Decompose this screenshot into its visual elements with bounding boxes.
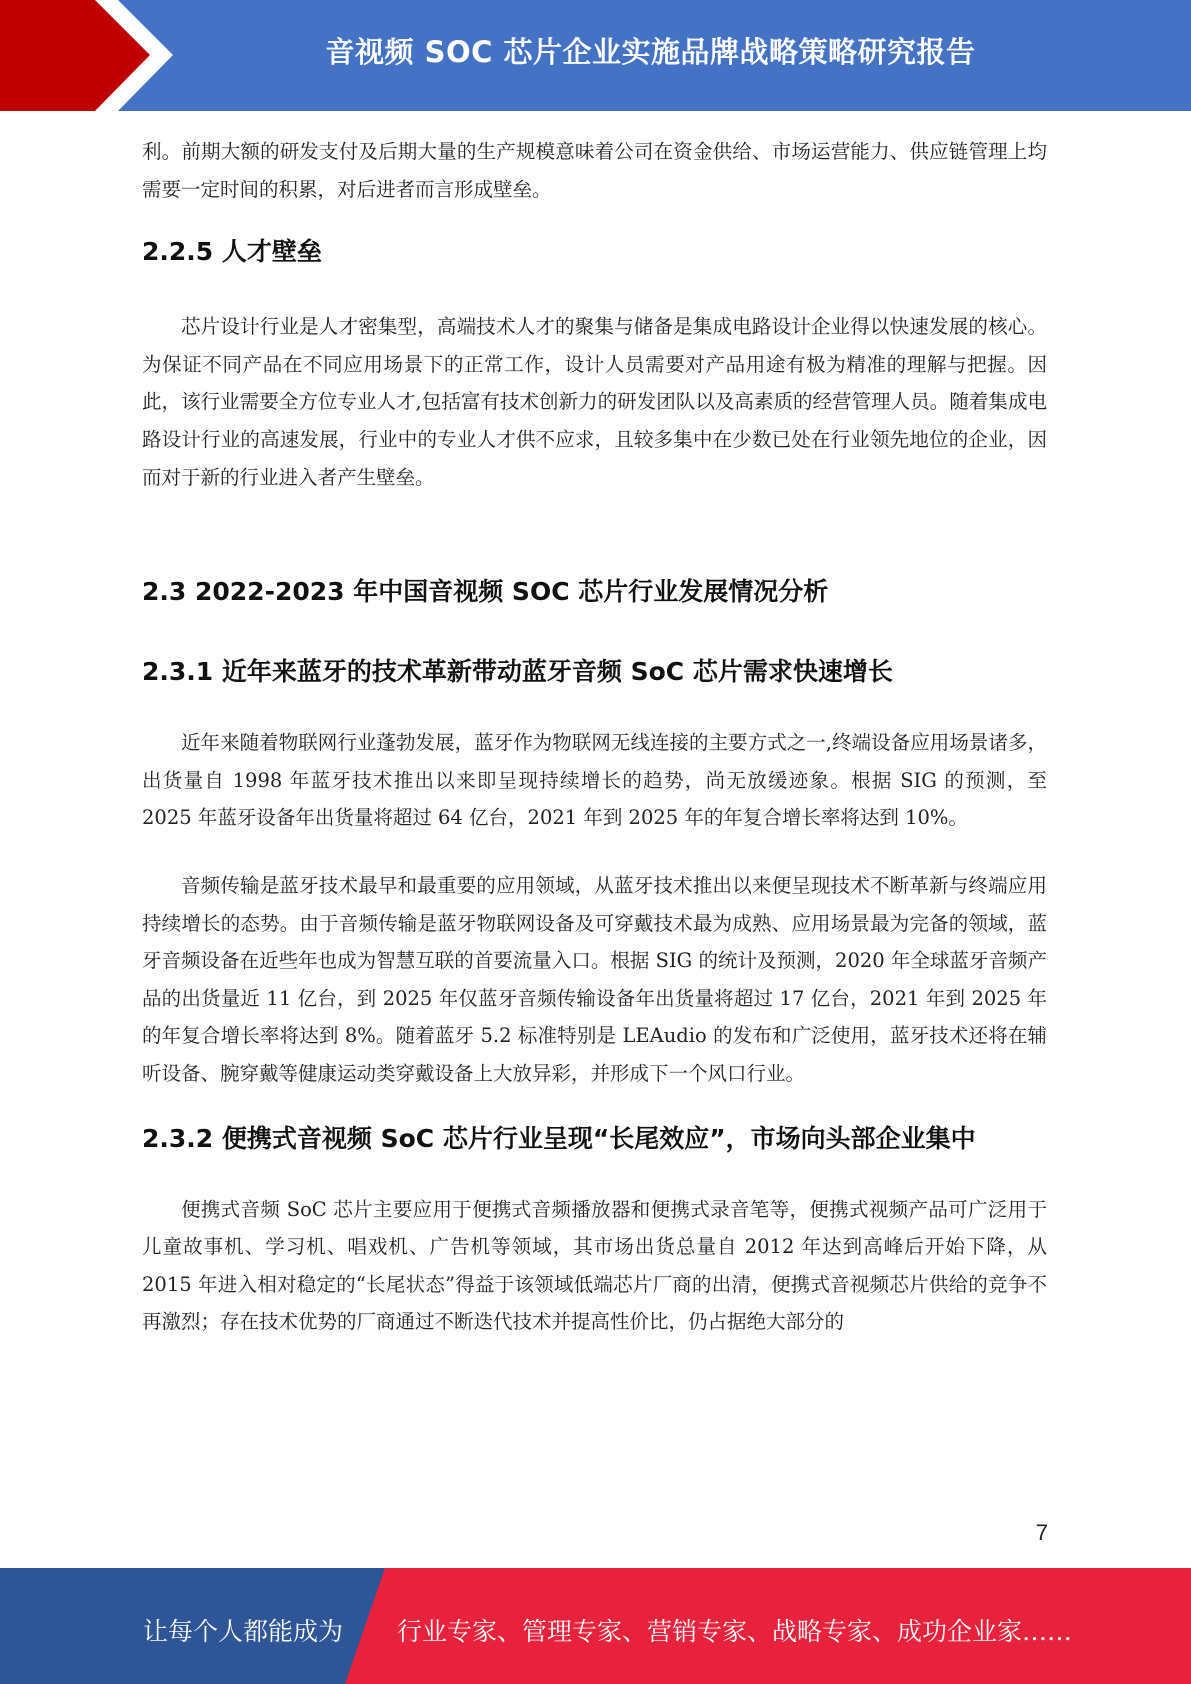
page-footer	[0, 1568, 1191, 1684]
paragraph-bluetooth-audio: 音频传输是蓝牙技术最早和最重要的应用领域，从蓝牙技术推出以来便呈现技术不断革新与终端应用持续增长的态势。由于音频传输是蓝牙物联网设备及可穿戴技术最为成熟、应用场景最为完备的领域，蓝牙音频设备在近些年也成为智慧互联的首要流量入口。根据 SIG 的统计及预测，2020 年全球蓝牙音频产品的出货量近 11 亿台，到 2025 年仅蓝牙音频传输设备年出货量将超过 17 亿台，2021 年到 2025 年的年复合增长率将达到 8%。随着蓝牙 5.2 标准特别是 LEAudio 的发布和广泛使用，蓝牙技术还将在辅听设备、腕穿戴等健康运动类穿戴设备上大放异彩，并形成下一个风口行业。	[142, 873, 1047, 1085]
footer-slogan-right: 行业专家、管理专家、营销专家、战略专家、成功企业家……	[397, 1617, 1073, 1646]
paragraph-intro: 利。前期大额的研发支付及后期大量的生产规模意味着公司在资金供给、市场运营能力、供应链管理上均需要一定时间的积累，对后进者而言形成壁垒。	[142, 140, 1047, 201]
heading-2-3-1: 2.3.1 近年来蓝牙的技术革新带动蓝牙音频 SoC 芯片需求快速增长	[142, 657, 893, 687]
heading-2-3-2: 2.3.2 便携式音视频 SoC 芯片行业呈现“长尾效应”，市场向头部企业集中	[142, 1123, 976, 1153]
report-title: 音视频 SOC 芯片企业实施品牌战略策略研究报告	[325, 35, 976, 69]
heading-2-2-5: 2.2.5 人才壁垒	[142, 237, 322, 267]
footer-slogan-left: 让每个人都能成为	[143, 1617, 344, 1646]
page-number: 7	[1035, 1520, 1048, 1545]
paragraph-talent-barrier: 芯片设计行业是人才密集型，高端技术人才的聚集与储备是集成电路设计企业得以快速发展的核心。为保证不同产品在不同应用场景下的正常工作，设计人员需要对产品用途有极为精准的理解与把握。因此，该行业需要全方位专业人才,包括富有技术创新力的研发团队以及高素质的经营管理人员。随着集成电路设计行业的高速发展，行业中的专业人才供不应求，且较多集中在少数已处在行业领先地位的企业，因而对于新的行业进入者产生壁垒。	[142, 315, 1047, 489]
paragraph-portable-soc: 便携式音频 SoC 芯片主要应用于便携式音频播放器和便携式录音笔等，便携式视频产品可广泛用于儿童故事机、学习机、唱戏机、广告机等领域，其市场出货总量自 2012 年达到高峰后开始下降，从 2015 年进入相对稳定的“长尾状态”得益于该领域低端芯片厂商的出清，便携式音视频芯片供给的竞争不再激烈；存在技术优势的厂商通过不断迭代技术并提高性价比，仍占据绝大部分的	[142, 1197, 1047, 1334]
page-header	[0, 0, 1191, 111]
document-body	[142, 133, 1047, 1341]
paragraph-bluetooth-growth: 近年来随着物联网行业蓬勃发展，蓝牙作为物联网无线连接的主要方式之一,终端设备应用场景诸多，出货量自 1998 年蓝牙技术推出以来即呈现持续增长的趋势，尚无放缓迹象。根据 SIG 的预测，至 2025 年蓝牙设备年出货量将超过 64 亿台，2021 年到 2025 年的年复合增长率将达到 10%。	[142, 731, 1047, 830]
heading-2-3: 2.3 2022-2023 年中国音视频 SOC 芯片行业发展情况分析	[142, 577, 829, 607]
